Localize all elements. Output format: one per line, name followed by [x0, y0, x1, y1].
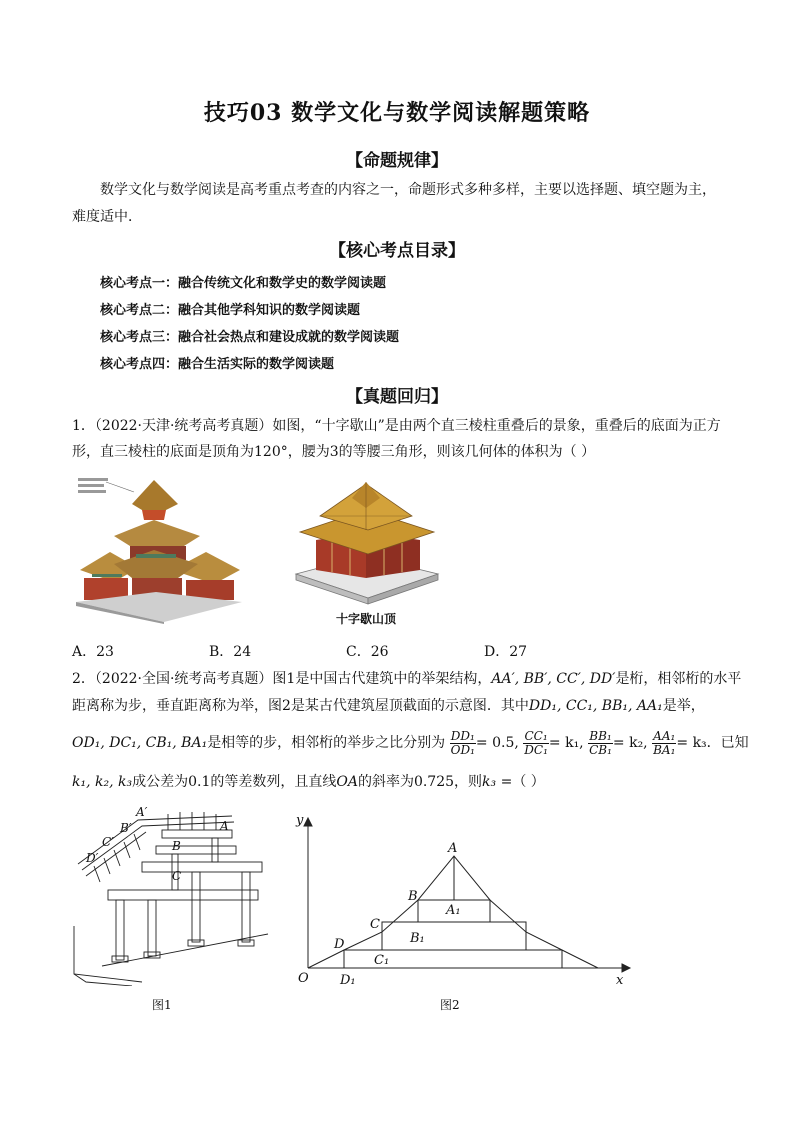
- q2-fig1-label-c: C: [172, 869, 182, 883]
- q2-fig1-label-c-prime: C′: [102, 835, 114, 849]
- q2-fig2-label-d1: D₁: [340, 973, 356, 988]
- page-title: 技巧03 数学文化与数学阅读解题策略: [203, 100, 591, 126]
- q2-line2-rises: DD₁, CC₁, BB₁, AA₁: [528, 698, 663, 714]
- q2-line2-a: 距离称为步，垂直距离称为举，图2是某古代建筑屋顶截面的示意图．其中: [72, 698, 529, 714]
- q2-figure-1-caption: 图1: [152, 998, 172, 1012]
- q2-figure-2-caption: 图2: [440, 998, 460, 1012]
- q2-fig1-label-b: B: [172, 839, 181, 853]
- q2-line4-k: k₁, k₂, k₃: [72, 774, 133, 790]
- q2-line4-f: （ ）: [512, 774, 545, 790]
- q2-figure-2-cross-section: [292, 814, 632, 990]
- q2-fig2-label-a1: A₁: [446, 903, 461, 918]
- q2-fig2-label-d: D: [334, 937, 345, 952]
- q2-eq-2-fraction: $\frac{\text{CC₁}}{\text{DC₁}}$: [524, 728, 548, 757]
- q2-fig2-label-c1: C₁: [374, 953, 390, 968]
- q1-text-line-1: 1．（2022·天津·统考高考真题）如图，“十字歇山”是由两个直三棱柱重叠后的景象，重叠后的底面为正方: [72, 418, 721, 434]
- q1-option-a[interactable]: A．23: [72, 644, 114, 660]
- section-heading-rule: 【命题规律】: [346, 151, 448, 171]
- q2-line4-k3: k₃ =: [482, 774, 513, 790]
- q2-fig2-label-b: B: [408, 889, 418, 904]
- q2-line2-c: 是举，: [662, 698, 705, 714]
- q2-fig2-label-c: C: [370, 917, 380, 932]
- core-item-2: 核心考点二：融合其他学科知识的数学阅读题: [100, 303, 361, 318]
- q2-eq-1-fraction: $\frac{\text{DD₁}}{\text{OD₁}}$: [450, 728, 475, 757]
- q2-eq-3-fraction: $\frac{\text{BB₁}}{\text{CB₁}}$: [589, 728, 612, 757]
- q2-text-line-3: [72, 728, 749, 758]
- core-item-1: 核心考点一：融合传统文化和数学史的数学阅读题: [100, 276, 387, 291]
- q2-eq-4-fraction: $\frac{\text{AA₁}}{\text{BA₁}}$: [653, 728, 676, 757]
- q1-figure-2-caption: 十字歇山顶: [336, 612, 397, 626]
- q1-text-line-2: 形，直三棱柱的底面是顶角为120°，腰为3的等腰三角形，则该几何体的体积为（ ）: [72, 444, 596, 460]
- q2-line1-c: 是桁，相邻桁的水平: [615, 671, 742, 687]
- q2-line4-d: 的斜率为0.725，则: [357, 774, 483, 790]
- q2-figure-1-roof-truss: [72, 806, 272, 986]
- q2-eq-2-rhs: = k₁,: [548, 735, 584, 751]
- q2-line3-b: 是相等的步，相邻桁的举步之比分别为: [207, 735, 446, 751]
- q2-line4-b: 成公差为0.1的等差数列，且直线: [132, 774, 337, 790]
- q2-line3-steps: OD₁, DC₁, CB₁, BA₁: [72, 735, 208, 751]
- q2-fig2-label-y: y: [296, 814, 304, 828]
- q2-line1-rafters: AA′, BB′, CC′, DD′: [491, 671, 616, 687]
- q2-fig1-label-a: A: [220, 819, 229, 833]
- q2-eq-4-rhs: = k₃: [676, 735, 707, 751]
- q2-fig2-label-o: O: [298, 971, 309, 986]
- rule-text-line-2: 难度适中．: [72, 209, 142, 225]
- q1-option-c[interactable]: C．26: [346, 644, 389, 660]
- q1-option-b[interactable]: B．24: [209, 644, 252, 660]
- q2-fig2-label-b1: B₁: [410, 931, 425, 946]
- q2-eq-3-rhs: = k₂,: [612, 735, 648, 751]
- core-item-4: 核心考点四：融合生活实际的数学阅读题: [100, 357, 335, 372]
- q1-figure-1-palace-exploded: [74, 474, 244, 624]
- q2-eq-1-rhs: = 0.5,: [475, 735, 519, 751]
- q2-text-line-1: [72, 669, 741, 689]
- q2-fig1-label-a-prime: A′: [136, 806, 148, 819]
- q1-option-d[interactable]: D．27: [484, 644, 528, 660]
- q1-figure-2-cross-hip-roof: [292, 474, 442, 626]
- q2-fig1-label-d-prime: D′: [86, 851, 99, 865]
- core-item-3: 核心考点三：融合社会热点和建设成就的数学阅读题: [100, 330, 400, 345]
- q2-fig1-label-b-prime: B′: [120, 821, 132, 835]
- q2-line3-c: ．已知: [706, 735, 749, 751]
- q2-text-line-4: [72, 772, 545, 792]
- rule-text-line-1: 数学文化与数学阅读是高考重点考查的内容之一，命题形式多种多样，主要以选择题、填空题为主，: [100, 182, 716, 198]
- section-heading-review: 【真题回归】: [346, 387, 448, 407]
- q2-line1-a: 2．（2022·全国·统考高考真题）图1是中国古代建筑中的举架结构，: [72, 671, 492, 687]
- q2-text-line-2: [72, 696, 705, 716]
- q2-fig2-label-x: x: [616, 973, 624, 988]
- q2-fig2-label-a: A: [448, 841, 458, 856]
- section-heading-core: 【核心考点目录】: [329, 241, 465, 261]
- q2-line4-oa: OA: [336, 774, 358, 790]
